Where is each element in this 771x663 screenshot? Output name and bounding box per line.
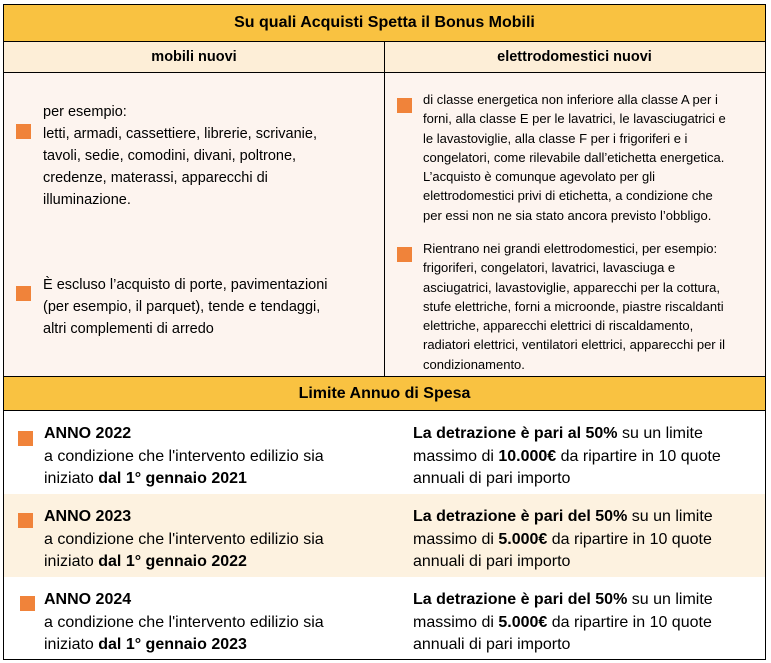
bullet-icon bbox=[18, 431, 33, 446]
condition-text: a condizione che l'intervento edilizio sia bbox=[44, 613, 324, 631]
column-header-left: mobili nuovi bbox=[4, 42, 384, 73]
text-line: (per esempio, il parquet), tende e tendaggi, bbox=[43, 299, 321, 315]
max-amount: 10.000€ bbox=[498, 447, 557, 465]
year-condition bbox=[44, 423, 324, 491]
text-line: radiatori elettrici, ventilatori elettrici, apparecchi per il bbox=[423, 337, 726, 353]
year-label: ANNO 2023 bbox=[44, 508, 132, 525]
text-line: credenze, materassi, apparecchi di bbox=[43, 170, 268, 186]
year-label: ANNO 2024 bbox=[44, 591, 132, 608]
elettrodomestici-examples bbox=[423, 239, 725, 374]
mobili-exclusions bbox=[43, 274, 328, 340]
start-prefix: iniziato bbox=[44, 470, 99, 487]
text-line: per essi non ne sia stato ancora previsto l’obbligo. bbox=[423, 207, 712, 223]
start-date: dal 1° gennaio 2023 bbox=[98, 636, 247, 653]
text-line: di classe energetica non inferiore alla classe A per i bbox=[423, 92, 718, 107]
elettrodomestici-classes bbox=[423, 90, 726, 225]
text-line: asciugatrici, lavastoviglie, apparecchi per la cottura, bbox=[423, 279, 720, 295]
bullet-icon bbox=[20, 596, 35, 611]
year-label: ANNO 2022 bbox=[44, 425, 132, 442]
deduction-text: su un limite bbox=[617, 425, 703, 442]
deduction-info bbox=[413, 506, 713, 574]
text-line: frigoriferi, congelatori, lavatrici, lavasciuga e bbox=[423, 260, 676, 276]
deduction-info bbox=[413, 423, 721, 491]
text-line: condizionamento. bbox=[423, 356, 525, 372]
year-condition bbox=[44, 506, 324, 574]
text-line: elettrodomestici privi di etichetta, a condizione che bbox=[423, 188, 713, 204]
text-line: le lavastoviglie, alla classe F per i frigoriferi e i bbox=[423, 130, 688, 146]
column-header-right: elettrodomestici nuovi bbox=[384, 42, 765, 73]
max-prefix: massimo di bbox=[413, 613, 499, 631]
text-line: altri complementi di arredo bbox=[43, 321, 214, 337]
installments-text: annuali di pari importo bbox=[413, 470, 571, 487]
right-panel bbox=[385, 73, 765, 376]
start-prefix: iniziato bbox=[44, 553, 99, 570]
text-line: elettriche, apparecchi elettrici di riscaldamento, bbox=[423, 318, 694, 334]
start-date: dal 1° gennaio 2022 bbox=[98, 553, 247, 570]
condition-text: a condizione che l'intervento edilizio sia bbox=[44, 530, 324, 548]
text-line: forni, alla classe E per le lavatrici, le lavasciugatrici e bbox=[423, 111, 726, 127]
max-prefix: massimo di bbox=[413, 447, 499, 465]
max-amount: 5.000€ bbox=[498, 530, 548, 548]
bonus-mobili-table bbox=[3, 4, 766, 660]
text-line: per esempio: bbox=[43, 104, 127, 120]
max-suffix: da ripartire in 10 quote bbox=[556, 447, 721, 465]
text-line: L’acquisto è comunque agevolato per gli bbox=[423, 169, 655, 185]
text-line: stufe elettriche, forni a microonde, piastre riscaldanti bbox=[423, 298, 724, 314]
deduction-rate: La detrazione è pari del 50% bbox=[413, 591, 628, 608]
bullet-icon bbox=[397, 98, 412, 113]
left-panel bbox=[4, 73, 384, 376]
mobili-examples bbox=[43, 101, 317, 211]
max-amount: 5.000€ bbox=[498, 613, 548, 631]
text-line: È escluso l’acquisto di porte, pavimentazioni bbox=[43, 277, 328, 293]
text-line: illuminazione. bbox=[43, 192, 131, 208]
max-prefix: massimo di bbox=[413, 530, 499, 548]
bullet-icon bbox=[16, 124, 31, 139]
limit-row-2023 bbox=[4, 494, 765, 577]
limit-title: Limite Annuo di Spesa bbox=[4, 376, 765, 411]
year-condition bbox=[44, 589, 324, 657]
bullet-icon bbox=[397, 247, 412, 262]
condition-text: a condizione che l'intervento edilizio sia bbox=[44, 447, 324, 465]
text-line: congelatori, come rilevabile dall’etichetta energetica. bbox=[423, 149, 725, 165]
max-suffix: da ripartire in 10 quote bbox=[547, 613, 712, 631]
start-prefix: iniziato bbox=[44, 636, 99, 653]
text-line: tavoli, sedie, comodini, divani, poltrone, bbox=[43, 148, 297, 164]
deduction-text: su un limite bbox=[627, 591, 713, 608]
text-line: Rientrano nei grandi elettrodomestici, per esempio: bbox=[423, 241, 718, 256]
max-suffix: da ripartire in 10 quote bbox=[547, 530, 712, 548]
installments-text: annuali di pari importo bbox=[413, 553, 571, 570]
table-title: Su quali Acquisti Spetta il Bonus Mobili bbox=[4, 5, 765, 42]
limit-row-2024 bbox=[4, 577, 765, 659]
bullet-icon bbox=[18, 513, 33, 528]
deduction-rate: La detrazione è pari al 50% bbox=[413, 425, 618, 442]
limit-row-2022 bbox=[4, 411, 765, 494]
text-line: letti, armadi, cassettiere, librerie, scrivanie, bbox=[43, 126, 317, 142]
deduction-rate: La detrazione è pari del 50% bbox=[413, 508, 628, 525]
deduction-text: su un limite bbox=[627, 508, 713, 525]
start-date: dal 1° gennaio 2021 bbox=[98, 470, 247, 487]
bullet-icon bbox=[16, 286, 31, 301]
installments-text: annuali di pari importo bbox=[413, 636, 571, 653]
deduction-info bbox=[413, 589, 713, 657]
